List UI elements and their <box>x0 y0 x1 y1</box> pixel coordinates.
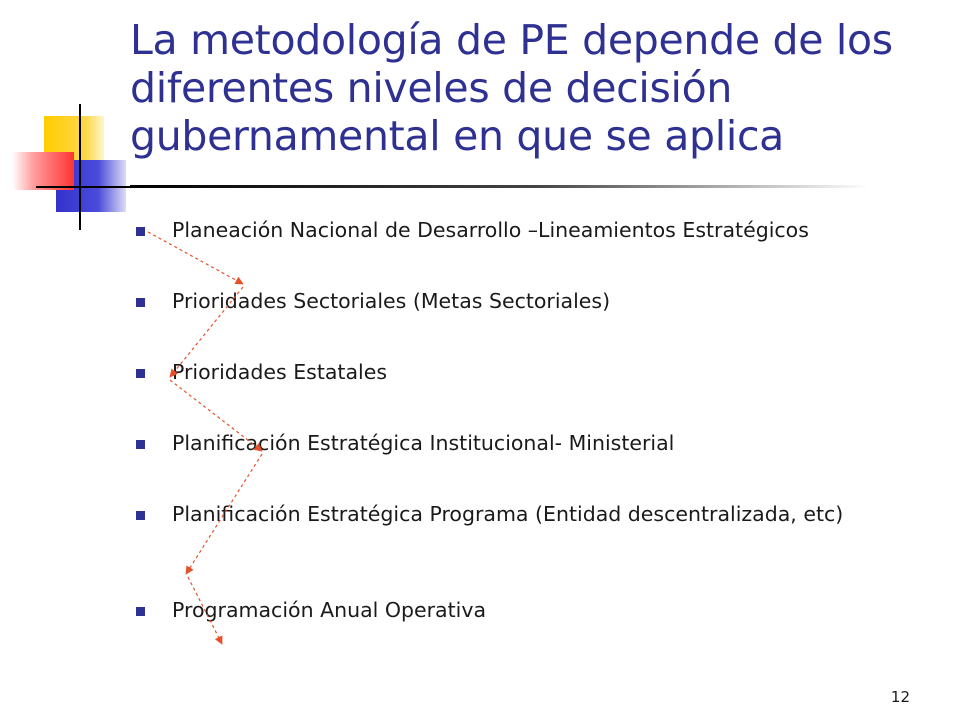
bullet-text: Planificación Estratégica Institucional- Ministerial <box>172 431 675 455</box>
square-bullet-icon <box>136 607 145 616</box>
bullet-text: Planeación Nacional de Desarrollo –Lineamientos Estratégicos <box>172 218 809 242</box>
bullet-text: Prioridades Sectoriales (Metas Sectoriales) <box>172 289 611 313</box>
bullet-text: Prioridades Estatales <box>172 360 388 384</box>
square-bullet-icon <box>136 440 145 449</box>
square-bullet-icon <box>136 227 145 236</box>
bullet-text: Planificación Estratégica Programa (Entidad descentralizada, etc) <box>172 502 844 526</box>
bullet-text: Programación Anual Operativa <box>172 598 487 622</box>
square-bullet-icon <box>136 511 145 520</box>
slide-title: La metodología de PE depende de los diferentes niveles de decisión gubernamental en que se aplica <box>130 16 893 160</box>
page-number: 12 <box>890 688 910 706</box>
square-bullet-icon <box>136 298 145 307</box>
square-bullet-icon <box>136 369 145 378</box>
